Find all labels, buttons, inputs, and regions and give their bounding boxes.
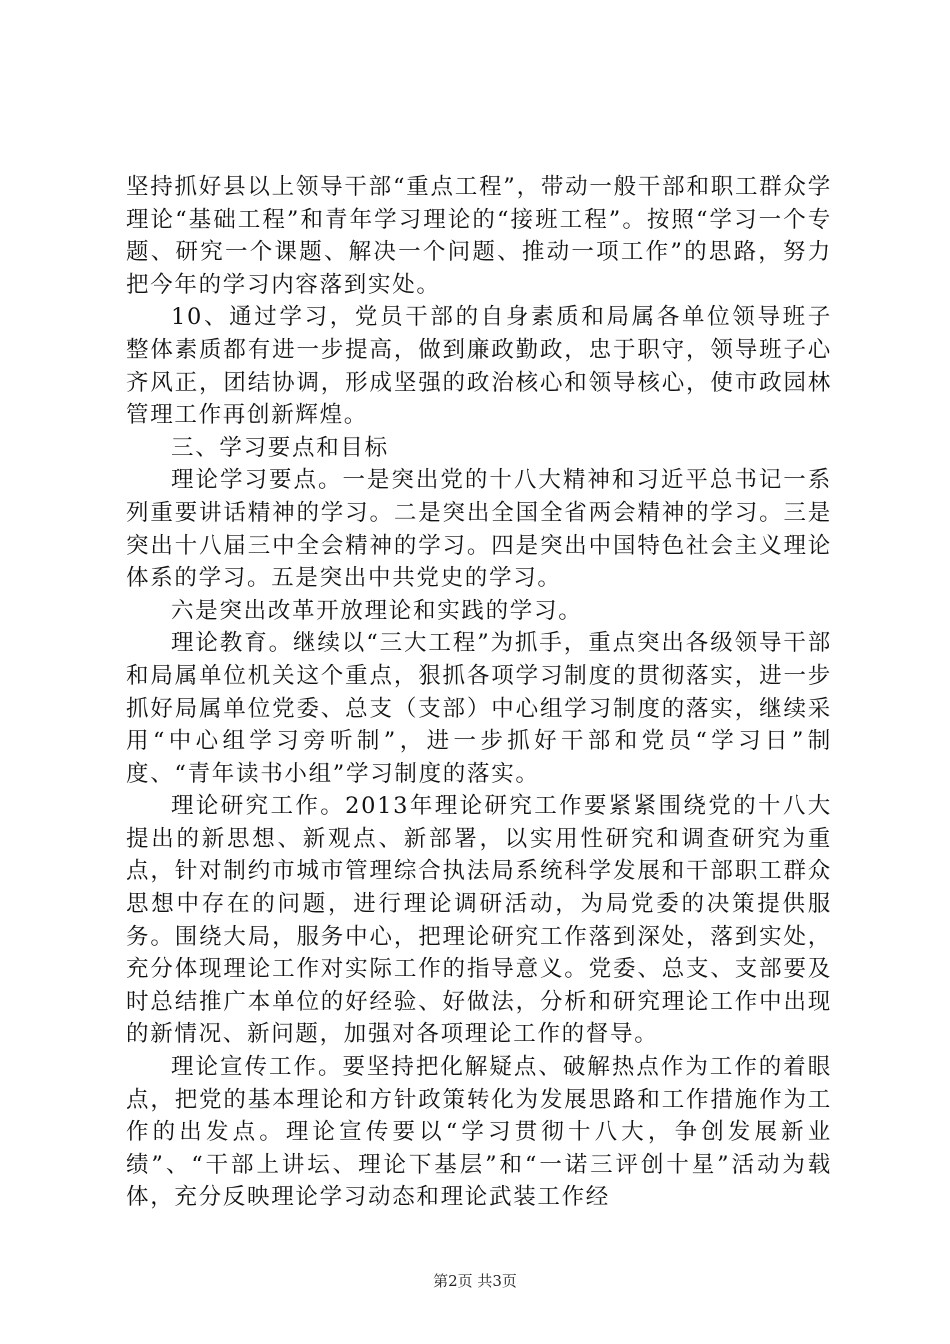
- section-heading: 三、学习要点和目标: [171, 434, 389, 461]
- paragraph-4: 六是突出改革开放理论和实践的学习。: [171, 597, 583, 624]
- document-body: [126, 171, 832, 1214]
- paragraph-6: 理论研究工作。2013年理论研究工作要紧紧围绕党的十八大提出的新思想、新观点、新部署，以实用性研究和调查研究为重点，针对制约市城市管理综合执法局系统科学发展和干部职工群众思想中存在的问题，进行理论调研活动，为局党委的决策提供服务。围绕大局，服务中心，把理论研究工作落到深处，落到实处，充分体现理论工作对实际工作的指导意义。党委、总支、支部要及时总结推广本单位的好经验、好做法，分析和研究理论工作中出现的新情况、新问题，加强对各项理论工作的督导。: [126, 793, 832, 1048]
- paragraph-5: 理论教育。继续以“三大工程”为抓手，重点突出各级领导干部和局属单位机关这个重点，狠抓各项学习制度的贯彻落实，进一步抓好局属单位党委、总支（支部）中心组学习制度的落实，继续采用“中心组学习旁听制”，进一步抓好干部和党员“学习日”制度、“青年读书小组”学习制度的落实。: [126, 630, 832, 787]
- paragraph-3: 理论学习要点。一是突出党的十八大精神和习近平总书记一系列重要讲话精神的学习。二是突出全国全省两会精神的学习。三是突出十八届三中全会精神的学习。四是突出中国特色社会主义理论体系的学习。五是突出中共党史的学习。: [126, 467, 832, 592]
- paragraph-1: 坚持抓好县以上领导干部“重点工程”，带动一般干部和职工群众学理论“基础工程”和青年学习理论的“接班工程”。按照“学习一个专题、研究一个课题、解决一个问题、推动一项工作”的思路，努力把今年的学习内容落到实处。: [126, 174, 832, 298]
- paragraph-2: 10、通过学习，党员干部的自身素质和局属各单位领导班子整体素质都有进一步提高，做到廉政勤政，忠于职守，领导班子心齐风正，团结协调，形成坚强的政治核心和领导核心，使市政园林管理工作再创新辉煌。: [126, 304, 832, 429]
- paragraph-7: 理论宣传工作。要坚持把化解疑点、破解热点作为工作的着眼点，把党的基本理论和方针政策转化为发展思路和工作措施作为工作的出发点。理论宣传要以“学习贯彻十八大，争创发展新业绩”、“干部上讲坛、理论下基层”和“一诺三评创十星”活动为载体，充分反映理论学习动态和理论武装工作经: [126, 1054, 832, 1211]
- page-number-footer: 第2页 共3页: [433, 1272, 517, 1290]
